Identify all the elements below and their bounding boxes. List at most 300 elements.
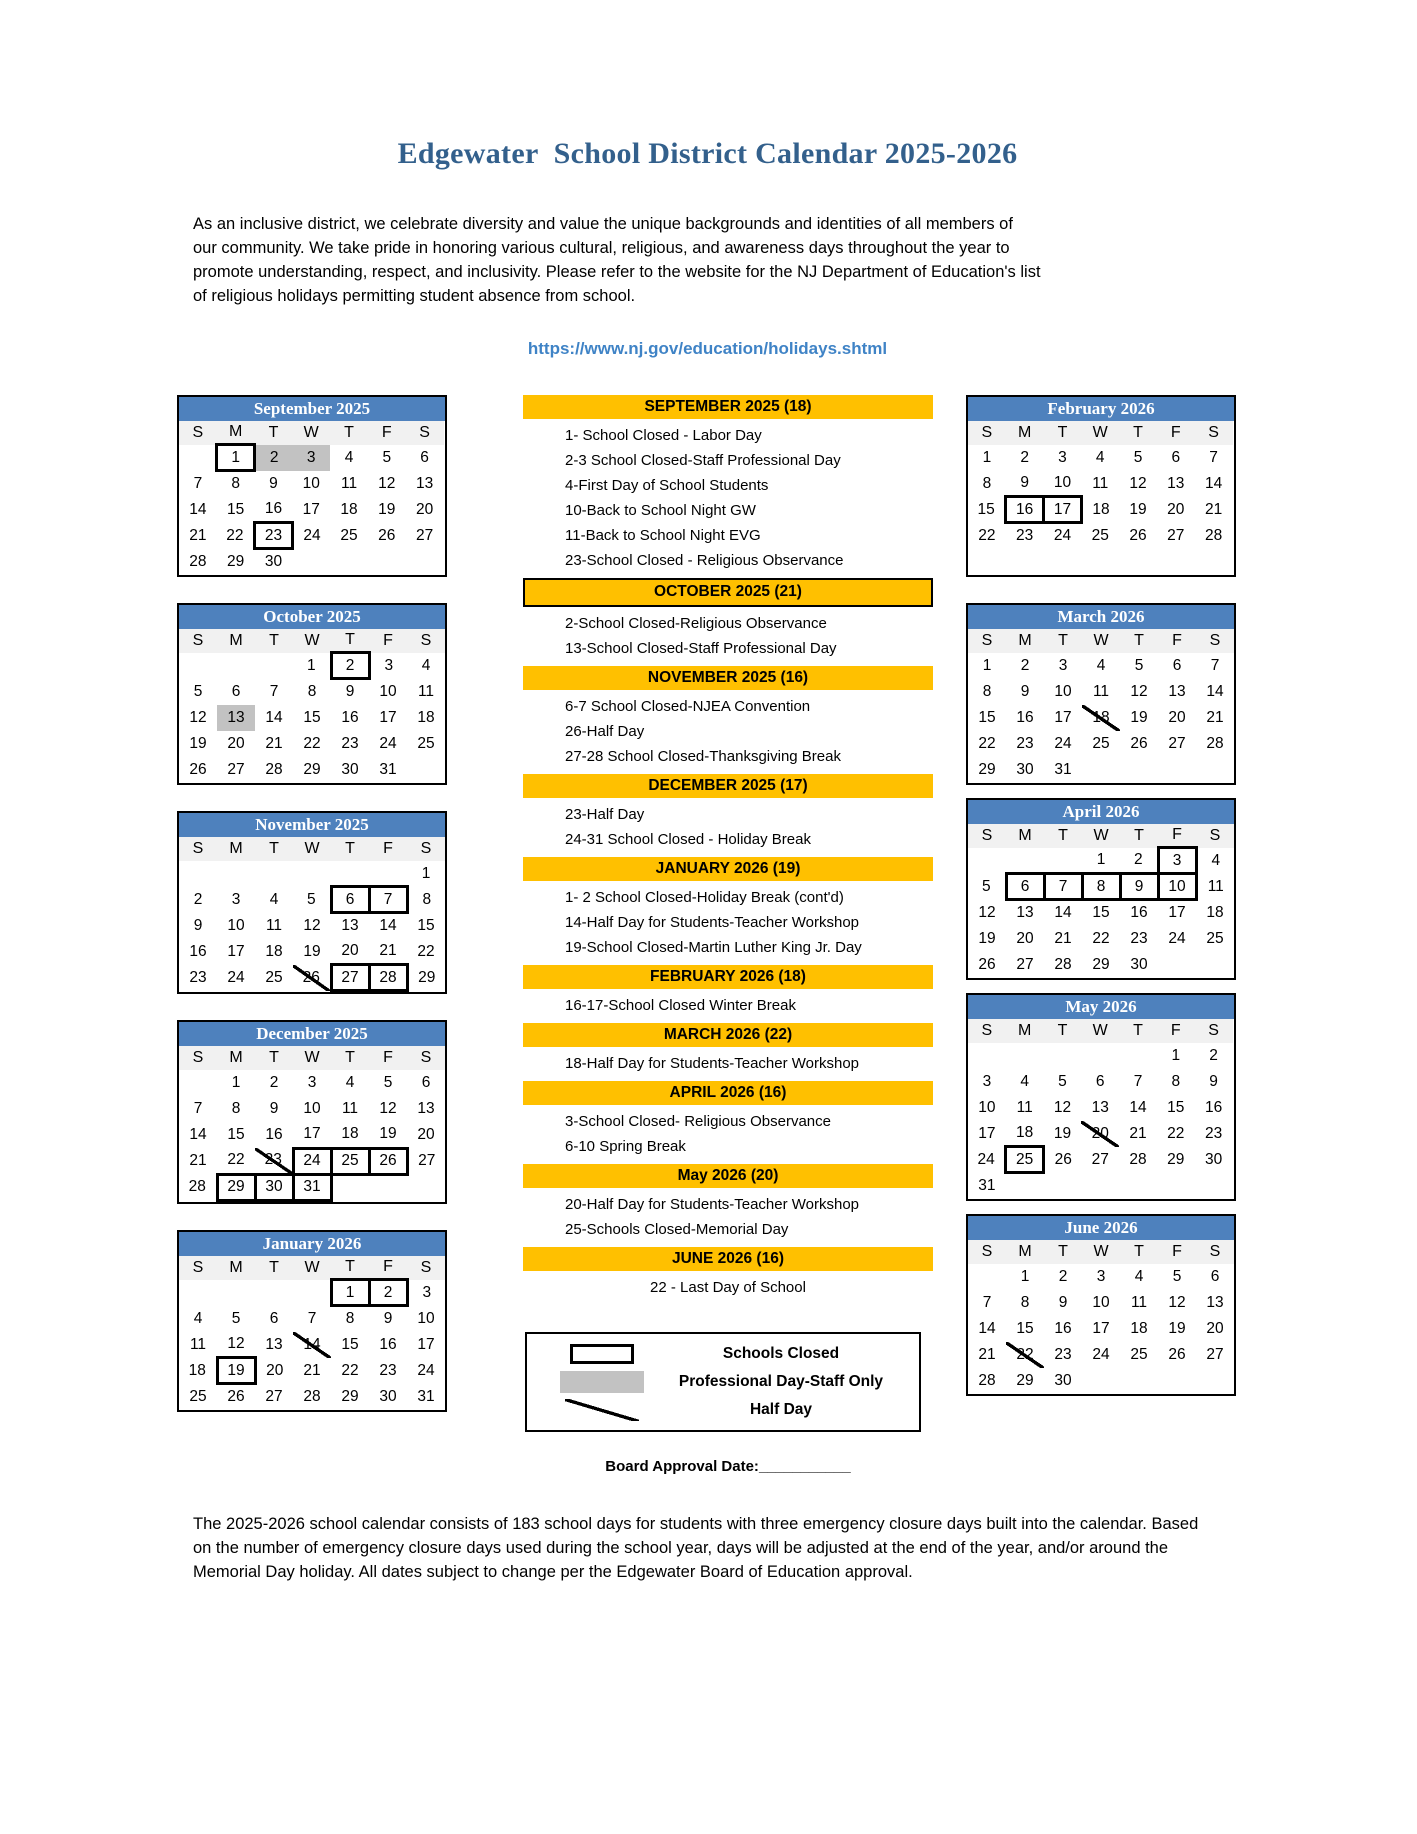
weekday-header: S <box>1196 824 1234 848</box>
day-cell-empty <box>1158 1368 1196 1394</box>
day-cell: 16 <box>1006 497 1044 523</box>
weekday-header: S <box>179 629 217 653</box>
day-cell: 6 <box>1006 874 1044 900</box>
day-cell-empty <box>407 1174 445 1200</box>
day-cell: 23 <box>1204 1124 1223 1142</box>
calendar-table <box>179 629 445 783</box>
event-item: 24-31 School Closed - Holiday Break <box>565 830 811 848</box>
weekday-header: T <box>331 629 369 653</box>
day-cell: 15 <box>417 916 435 934</box>
day-cell-empty <box>217 1280 255 1306</box>
day-cell: 13 <box>1168 682 1186 700</box>
day-cell: 5 <box>1172 1267 1182 1285</box>
day-cell: 8 <box>345 1310 355 1328</box>
calendar-month-title: April 2026 <box>968 800 1234 824</box>
day-cell: 31 <box>978 1176 996 1194</box>
board-approval-blank-line: ___________ <box>758 1457 851 1475</box>
day-cell: 17 <box>1092 1319 1110 1337</box>
day-cell-empty <box>968 1043 1006 1069</box>
event-item: 13-School Closed-Staff Professional Day <box>565 639 837 657</box>
day-cell: 31 <box>293 1174 331 1200</box>
day-cell-empty <box>407 757 445 783</box>
day-cell: 14 <box>265 708 283 726</box>
day-cell: 23 <box>255 523 293 549</box>
weekday-header: M <box>217 1046 255 1070</box>
day-cell: 17 <box>417 1335 435 1353</box>
day-cell: 31 <box>1054 760 1072 778</box>
day-cell: 14 <box>1206 682 1224 700</box>
legend-symbol-cell <box>527 1344 677 1364</box>
weekday-header: T <box>1120 629 1158 653</box>
day-cell: 13 <box>1091 1098 1109 1116</box>
day-cell: 23 <box>1016 734 1034 752</box>
weekday-header: F <box>368 421 406 445</box>
weekday-header: T <box>1119 1019 1157 1043</box>
day-cell: 22 <box>1006 1342 1044 1368</box>
legend-symbol-cell <box>527 1399 677 1421</box>
day-cell: 3 <box>1158 848 1196 874</box>
intro-paragraph: As an inclusive district, we celebrate diversity and value the unique backgrounds and identities of all members of our community. We take pride in honoring various cultural, religious, and awareness days throughout the year to promote understanding, respect, and inclusivity. Please refer to the website for the NJ Department of Education's list of religious holidays permitting student absence from school. <box>193 215 1041 305</box>
event-item: 27-28 School Closed-Thanksgiving Break <box>565 747 841 765</box>
day-cell: 8 <box>1020 1293 1030 1311</box>
calendar-table <box>179 1256 445 1410</box>
day-cell: 13 <box>415 474 434 492</box>
calendar-grid <box>177 395 1238 1475</box>
day-cell: 12 <box>1129 474 1147 492</box>
calendar-month-title: January 2026 <box>179 1232 445 1256</box>
day-cell: 8 <box>307 682 317 700</box>
day-cell: 4 <box>1020 1072 1029 1090</box>
day-cell-empty <box>1044 848 1082 874</box>
day-cell: 11 <box>1092 474 1109 492</box>
calendar-table <box>968 629 1234 783</box>
day-cell-empty <box>1006 1043 1044 1069</box>
day-cell: 21 <box>303 1361 321 1379</box>
day-cell: 7 <box>1209 448 1218 466</box>
day-cell: 3 <box>231 890 241 908</box>
event-month-header: JUNE 2026 (16) <box>523 1247 933 1271</box>
day-cell: 12 <box>303 916 321 934</box>
day-cell: 30 <box>379 1387 397 1405</box>
day-cell-empty <box>1195 1173 1233 1199</box>
day-cell: 4 <box>345 1074 355 1092</box>
day-cell: 1 <box>231 1074 241 1092</box>
weekday-header: W <box>1081 421 1119 445</box>
day-cell: 30 <box>255 1174 293 1200</box>
weekday-header: F <box>1157 1019 1195 1043</box>
day-cell: 26 <box>1130 734 1148 752</box>
weekday-header: S <box>968 824 1006 848</box>
day-cell: 11 <box>341 1100 359 1118</box>
day-cell: 12 <box>227 1334 245 1352</box>
weekday-header: T <box>255 629 293 653</box>
event-month-header: SEPTEMBER 2025 (18) <box>523 395 933 419</box>
day-cell: 1 <box>982 448 992 466</box>
day-cell-empty <box>1157 1173 1195 1199</box>
day-cell: 17 <box>1044 497 1082 523</box>
day-cell: 21 <box>379 941 397 959</box>
day-cell: 6 <box>331 887 369 913</box>
day-cell: 10 <box>379 682 397 700</box>
day-cell: 4 <box>1096 656 1106 674</box>
day-cell: 19 <box>378 500 396 518</box>
day-cell: 31 <box>417 1387 435 1405</box>
weekday-header: M <box>1006 1240 1044 1264</box>
day-cell: 18 <box>265 942 283 960</box>
day-cell: 26 <box>227 1388 245 1406</box>
day-cell: 25 <box>331 1148 369 1174</box>
day-cell: 7 <box>1044 874 1082 900</box>
day-cell: 8 <box>422 890 432 908</box>
event-month-header: NOVEMBER 2025 (16) <box>523 666 933 690</box>
day-cell: 28 <box>1054 955 1072 973</box>
event-item: 2-3 School Closed-Staff Professional Day <box>565 451 841 469</box>
weekday-header: T <box>255 421 293 445</box>
half-day-symbol <box>565 1399 639 1421</box>
weekday-header: F <box>1158 824 1196 848</box>
day-cell: 11 <box>417 682 435 700</box>
day-cell: 7 <box>1133 1072 1143 1090</box>
calendar-month-title: September 2025 <box>179 397 445 421</box>
day-cell: 24 <box>227 968 245 986</box>
holidays-link[interactable]: https://www.nj.gov/education/holidays.shtml <box>527 338 888 358</box>
day-cell: 26 <box>293 965 331 991</box>
day-cell: 5 <box>306 890 316 908</box>
day-cell: 14 <box>1204 474 1223 492</box>
day-cell: 26 <box>378 526 396 544</box>
day-cell: 27 <box>1016 955 1034 973</box>
day-cell: 21 <box>1204 500 1223 518</box>
event-month-header: FEBRUARY 2026 (18) <box>523 965 933 989</box>
day-cell: 17 <box>1054 708 1072 726</box>
day-cell: 28 <box>1206 734 1224 752</box>
event-item: 6-7 School Closed-NJEA Convention <box>565 697 811 715</box>
weekday-header: W <box>1082 629 1120 653</box>
day-cell: 3 <box>384 656 394 674</box>
day-cell: 7 <box>193 1100 203 1118</box>
event-month-header: May 2026 (20) <box>523 1164 933 1188</box>
day-cell: 10 <box>417 1309 435 1327</box>
event-item: 14-Half Day for Students-Teacher Workshop <box>565 913 860 931</box>
event-item: 22 - Last Day of School <box>650 1278 806 1296</box>
day-cell: 2 <box>1209 1046 1218 1064</box>
day-cell: 3 <box>1096 1267 1106 1285</box>
day-cell: 18 <box>417 708 435 726</box>
prof-day-symbol <box>560 1371 644 1393</box>
calendar-month-title: May 2026 <box>968 995 1234 1019</box>
day-cell: 12 <box>189 708 207 726</box>
day-cell: 2 <box>331 653 369 679</box>
day-cell: 11 <box>1016 1098 1033 1116</box>
day-cell: 24 <box>417 1361 435 1379</box>
day-cell: 14 <box>1129 1098 1147 1116</box>
day-cell: 10 <box>978 1098 996 1116</box>
day-cell: 17 <box>302 500 320 518</box>
day-cell: 26 <box>1054 1150 1072 1168</box>
legend-row <box>527 1396 919 1424</box>
day-cell: 17 <box>1168 904 1186 922</box>
weekday-header: F <box>369 1256 407 1280</box>
day-cell: 2 <box>369 1280 407 1306</box>
day-cell-empty <box>331 861 369 887</box>
weekday-header: S <box>406 421 444 445</box>
day-cell: 25 <box>1006 1147 1044 1173</box>
day-cell-empty <box>255 1280 293 1306</box>
weekday-header: S <box>407 1256 445 1280</box>
day-cell: 17 <box>303 1125 321 1143</box>
legend-label: Professional Day-Staff Only <box>678 1372 884 1390</box>
day-cell: 14 <box>293 1332 331 1358</box>
day-cell: 19 <box>1168 1319 1186 1337</box>
weekday-header: T <box>1120 1240 1158 1264</box>
day-cell: 1 <box>306 656 316 674</box>
day-cell: 22 <box>303 734 321 752</box>
day-cell: 28 <box>188 1178 206 1196</box>
day-cell: 8 <box>1171 1072 1181 1090</box>
day-cell-empty <box>179 1280 217 1306</box>
day-cell: 7 <box>193 474 203 492</box>
day-cell: 9 <box>193 916 203 934</box>
weekday-header: W <box>1081 1019 1119 1043</box>
day-cell-empty <box>968 848 1006 874</box>
weekday-header: T <box>1044 629 1082 653</box>
calendar-table <box>179 1046 445 1202</box>
day-cell: 20 <box>417 1126 435 1144</box>
day-cell: 5 <box>1133 448 1143 466</box>
day-cell-empty <box>1044 1173 1082 1199</box>
weekday-header: M <box>217 1256 255 1280</box>
day-cell: 22 <box>417 942 435 960</box>
day-cell: 16 <box>1204 1098 1223 1116</box>
day-cell: 11 <box>189 1335 207 1353</box>
day-cell: 10 <box>1054 682 1072 700</box>
day-cell: 28 <box>1204 526 1223 544</box>
left-calendar-column <box>177 395 447 1438</box>
day-cell: 21 <box>1054 929 1072 947</box>
day-cell: 23 <box>189 968 207 986</box>
day-cell: 15 <box>1016 1319 1034 1337</box>
day-cell: 30 <box>1054 1371 1072 1389</box>
day-cell: 12 <box>379 1100 397 1118</box>
day-cell: 19 <box>1130 708 1148 726</box>
day-cell: 29 <box>217 1174 255 1200</box>
day-cell-empty <box>293 861 331 887</box>
day-cell: 28 <box>265 760 283 778</box>
day-cell-empty <box>369 861 407 887</box>
event-item: 20-Half Day for Students-Teacher Workshop <box>565 1195 860 1213</box>
event-item: 19-School Closed-Martin Luther King Jr. Day <box>565 938 862 956</box>
day-cell: 1 <box>217 445 255 471</box>
day-cell: 1 <box>421 864 431 882</box>
day-cell: 7 <box>307 1309 317 1327</box>
day-cell: 22 <box>1092 929 1110 947</box>
day-cell: 11 <box>265 916 283 934</box>
weekday-header: W <box>293 629 331 653</box>
day-cell: 24 <box>1054 734 1072 752</box>
day-cell: 6 <box>231 682 241 700</box>
day-cell: 26 <box>369 1148 407 1174</box>
event-month-header: MARCH 2026 (22) <box>523 1023 933 1047</box>
weekday-header: M <box>1006 629 1044 653</box>
weekday-header: W <box>1082 824 1120 848</box>
day-cell: 23 <box>255 1148 293 1174</box>
weekday-header: M <box>1006 824 1044 848</box>
day-cell: 20 <box>227 734 245 752</box>
weekday-header: F <box>1157 421 1195 445</box>
day-cell-empty <box>293 1280 331 1306</box>
calendar-table <box>179 421 445 575</box>
weekday-header: F <box>1158 629 1196 653</box>
day-cell: 23 <box>1130 929 1148 947</box>
day-cell: 27 <box>418 1152 436 1170</box>
event-list <box>523 395 933 1300</box>
day-cell: 20 <box>341 941 359 959</box>
day-cell-empty <box>1119 1043 1157 1069</box>
day-cell: 25 <box>189 1387 207 1405</box>
day-cell: 21 <box>1129 1124 1147 1142</box>
legend-label: Half Day <box>749 1400 813 1418</box>
day-cell: 9 <box>1209 1072 1218 1090</box>
day-cell: 10 <box>302 474 320 492</box>
day-cell-empty <box>1157 549 1195 575</box>
day-cell: 12 <box>378 474 396 492</box>
day-cell-empty <box>217 861 255 887</box>
day-cell: 30 <box>341 760 359 778</box>
day-cell: 3 <box>1058 448 1067 466</box>
day-cell: 5 <box>383 1074 393 1092</box>
weekday-header: W <box>292 421 330 445</box>
day-cell: 27 <box>265 1387 283 1405</box>
day-cell: 28 <box>1129 1150 1147 1168</box>
calendar-table <box>968 824 1234 978</box>
weekday-header: T <box>255 837 293 861</box>
day-cell: 28 <box>303 1387 321 1405</box>
weekday-header: F <box>369 629 407 653</box>
day-cell: 15 <box>977 500 995 518</box>
day-cell: 9 <box>383 1310 393 1328</box>
day-cell: 20 <box>266 1361 284 1379</box>
day-cell: 9 <box>345 683 355 701</box>
day-cell: 29 <box>418 968 436 986</box>
day-cell-empty <box>1196 757 1234 783</box>
day-cell: 27 <box>1167 526 1185 544</box>
day-cell: 11 <box>340 474 358 492</box>
weekday-header: S <box>1195 1019 1233 1043</box>
weekday-header: T <box>255 1256 293 1280</box>
weekday-header: M <box>217 421 255 445</box>
day-cell-empty <box>368 549 406 575</box>
day-cell-empty <box>179 1070 217 1096</box>
day-cell-empty <box>1006 848 1044 874</box>
day-cell: 21 <box>189 1152 207 1170</box>
day-cell-empty <box>255 653 293 679</box>
day-cell-empty <box>1081 1043 1119 1069</box>
weekday-header: S <box>179 421 217 445</box>
day-cell: 18 <box>1130 1319 1148 1337</box>
day-cell: 16 <box>379 1335 397 1353</box>
day-cell: 26 <box>1129 526 1147 544</box>
day-cell: 27 <box>1168 734 1186 752</box>
day-cell: 7 <box>369 887 407 913</box>
calendar-september-2025 <box>177 395 447 577</box>
day-cell: 22 <box>227 1151 245 1169</box>
day-cell: 4 <box>193 1309 203 1327</box>
day-cell: 10 <box>1053 473 1072 491</box>
calendar-table <box>968 1019 1234 1199</box>
event-item: 1- School Closed - Labor Day <box>565 426 762 444</box>
day-cell: 29 <box>1167 1150 1185 1168</box>
calendar-table <box>179 837 445 993</box>
legend <box>525 1332 921 1432</box>
day-cell: 16 <box>1016 708 1034 726</box>
day-cell: 18 <box>188 1361 206 1379</box>
day-cell: 12 <box>1168 1293 1186 1311</box>
day-cell-empty <box>1006 549 1044 575</box>
event-item: 10-Back to School Night GW <box>565 501 756 519</box>
day-cell: 12 <box>978 903 996 921</box>
day-cell: 1 <box>1020 1267 1030 1285</box>
day-cell: 5 <box>1134 656 1144 674</box>
day-cell: 29 <box>1092 955 1110 973</box>
weekday-header: W <box>293 1046 331 1070</box>
day-cell: 22 <box>1167 1124 1185 1142</box>
day-cell: 20 <box>1168 708 1186 726</box>
day-cell: 5 <box>382 448 392 466</box>
day-cell: 4 <box>1095 448 1105 466</box>
day-cell: 14 <box>379 917 397 935</box>
day-cell: 30 <box>1130 955 1148 973</box>
day-cell: 20 <box>415 500 434 518</box>
day-cell: 8 <box>231 475 240 493</box>
weekday-header: T <box>330 421 368 445</box>
day-cell-empty <box>292 549 330 575</box>
event-item: 6-10 Spring Break <box>565 1137 686 1155</box>
day-cell: 25 <box>1092 734 1110 752</box>
weekday-header: S <box>968 1019 1006 1043</box>
board-approval <box>523 1458 933 1475</box>
day-cell: 2 <box>1058 1267 1068 1285</box>
day-cell: 5 <box>1058 1072 1067 1090</box>
day-cell: 11 <box>1092 682 1110 700</box>
day-cell: 8 <box>982 682 992 700</box>
day-cell: 18 <box>340 500 358 518</box>
day-cell: 1 <box>1096 850 1106 868</box>
weekday-header: F <box>369 1046 407 1070</box>
day-cell: 24 <box>293 1148 331 1174</box>
day-cell: 13 <box>1016 904 1034 922</box>
day-cell: 16 <box>189 942 207 960</box>
event-month-header: OCTOBER 2025 (21) <box>523 578 933 607</box>
calendar-january-2026 <box>177 1230 447 1412</box>
event-item: 3-School Closed- Religious Observance <box>565 1112 831 1130</box>
day-cell: 29 <box>227 552 245 570</box>
day-cell-empty <box>1082 1368 1120 1394</box>
day-cell-empty <box>1195 549 1233 575</box>
weekday-header: S <box>1195 421 1233 445</box>
day-cell: 22 <box>341 1361 359 1379</box>
weekday-header: F <box>369 837 407 861</box>
weekday-header: S <box>1196 629 1234 653</box>
legend-row <box>527 1368 919 1396</box>
day-cell: 23 <box>341 734 359 752</box>
day-cell: 14 <box>1054 904 1072 922</box>
weekday-header: S <box>968 421 1006 445</box>
day-cell: 26 <box>978 955 996 973</box>
day-cell: 12 <box>1053 1098 1072 1116</box>
day-cell: 19 <box>379 1125 397 1143</box>
day-cell-empty <box>968 549 1006 575</box>
day-cell: 20 <box>1167 500 1185 518</box>
